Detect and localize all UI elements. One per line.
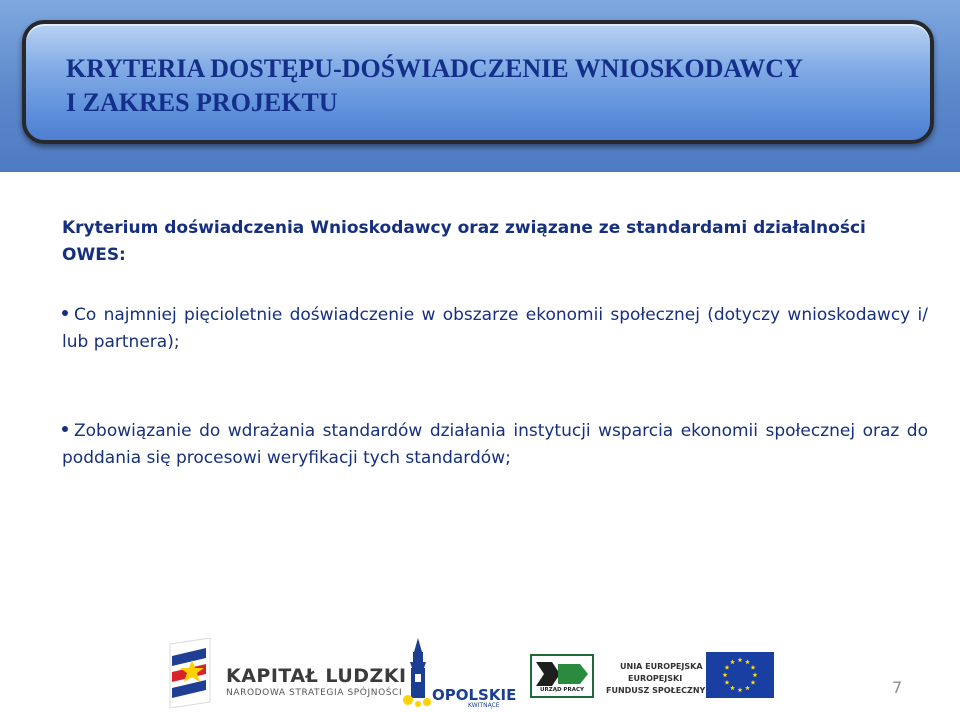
opolskie-subtitle: KWITNĄCE (468, 702, 500, 709)
tower-logo-icon (400, 638, 436, 710)
bullet-dot-icon (62, 310, 68, 316)
bullet-dot-icon (62, 426, 68, 432)
opolskie-logo-text: OPOLSKIE (432, 686, 517, 704)
star-stripes-logo-icon (166, 638, 214, 708)
bullet-item-1 (62, 302, 928, 356)
eu-stars-flag-icon (706, 652, 774, 698)
ue-line-2: EUROPEJSKI (628, 674, 683, 683)
slide-title-line-1: KRYTERIA DOSTĘPU-DOŚWIADCZENIE WNIOSKODAWCY (66, 54, 803, 83)
urzad-pracy-logo-text: URZĄD PRACY (540, 687, 584, 693)
kapital-ludzki-logo-text: KAPITAŁ LUDZKI (226, 665, 407, 687)
ue-line-3: FUNDUSZ SPOŁECZNY (606, 686, 706, 695)
bullet-item-2 (62, 418, 928, 472)
ue-line-1: UNIA EUROPEJSKA (620, 662, 703, 671)
page-number: 7 (892, 678, 903, 697)
section-heading: Kryterium doświadczenia Wnioskodawcy oraz związane ze standardami działalności OWES: (62, 218, 866, 265)
kapital-ludzki-subtitle: NARODOWA STRATEGIA SPÓJNOŚCI (226, 688, 403, 698)
bullet-text-2: Zobowiązanie do wdrażania standardów działania instytucji wsparcia ekonomii społecznej oraz do poddania się procesowi weryfikacji tych standardów; (62, 421, 928, 468)
bullet-text-1: Co najmniej pięcioletnie doświadczenie w obszarze ekonomii społecznej (dotyczy wnioskodawcy i/ lub partnera); (62, 305, 928, 352)
slide-title-line-2: I ZAKRES PROJEKTU (66, 88, 338, 117)
